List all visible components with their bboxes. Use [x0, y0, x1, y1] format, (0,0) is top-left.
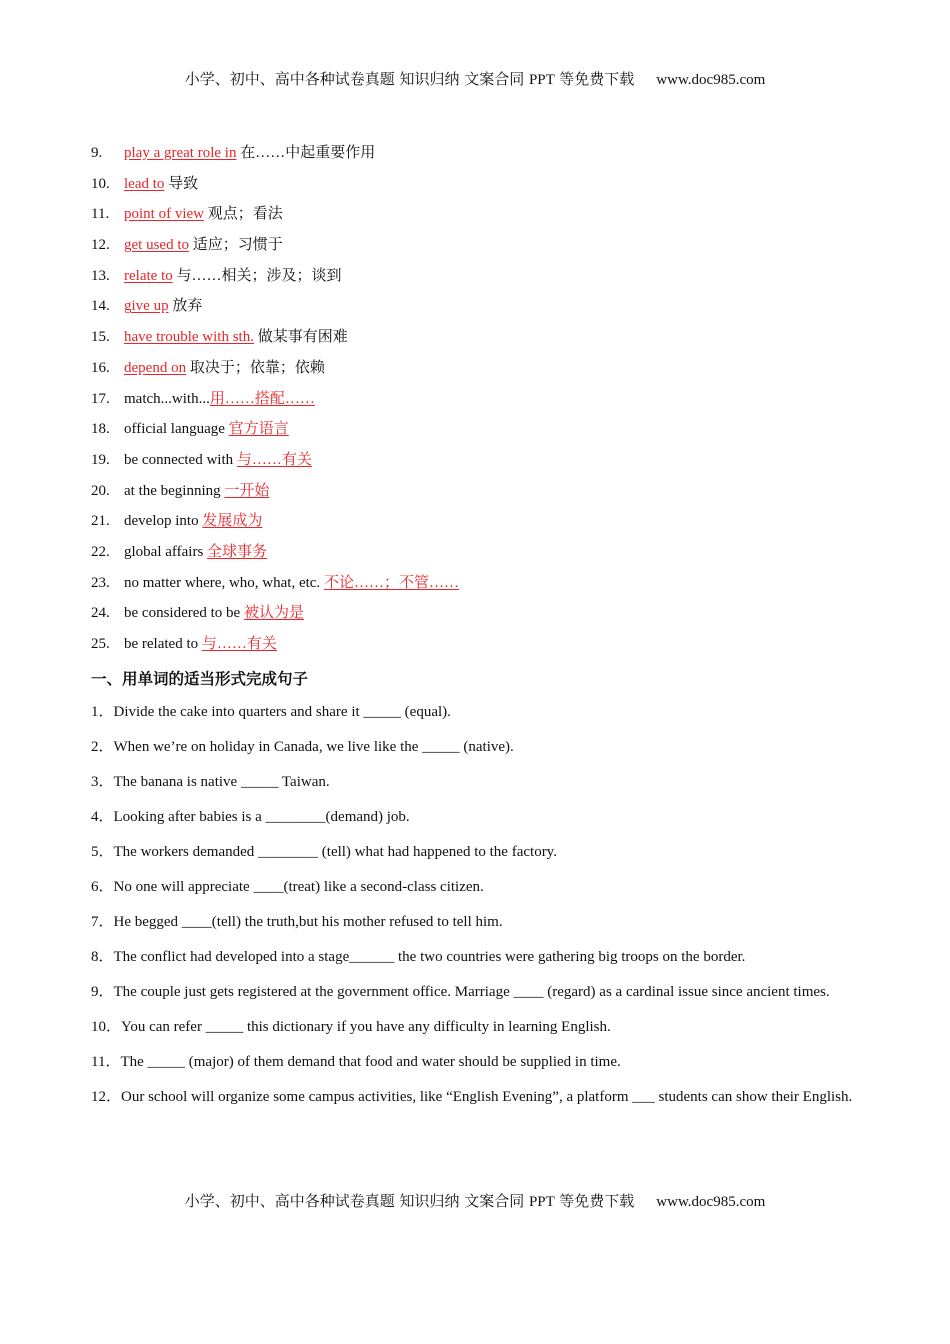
exercise-sentence: 9．The couple just gets registered at the government office. Marriage ____ (regard) as a cardinal issue since ancient times. [91, 984, 830, 1000]
english-phrase: be related to [124, 636, 199, 652]
vocab-item [91, 509, 459, 540]
chinese-meaning: 一开始 [224, 482, 270, 499]
item-number: 13. [91, 267, 110, 284]
item-number: 12. [91, 237, 110, 254]
chinese-meaning: 在……中起重要作用 [240, 145, 376, 161]
english-phrase: be considered to be [124, 605, 241, 622]
vocab-list [91, 141, 459, 663]
vocab-item [91, 632, 459, 663]
chinese-meaning: 观点；看法 [207, 206, 283, 223]
exercise-sentence: 3．The banana is native _____ Taiwan. [91, 774, 330, 790]
item-number: 14. [91, 298, 110, 315]
english-phrase: no matter where, who, what, etc. [124, 574, 321, 591]
chinese-meaning: 与……有关 [201, 636, 277, 652]
exercise-sentence: 1．Divide the cake into quarters and share it _____ (equal). [91, 704, 451, 720]
english-phrase: point of view [124, 206, 204, 223]
chinese-meaning: 与……相关；涉及；谈到 [176, 267, 342, 284]
exercise-sentence: 8．The conflict had developed into a stage______ the two countries were gathering big troops on the border. [91, 949, 746, 965]
english-phrase: get used to [124, 237, 189, 254]
english-phrase: have trouble with sth. [124, 329, 254, 346]
item-number: 23. [91, 574, 110, 591]
english-phrase: lead to [124, 175, 165, 192]
item-number: 19. [91, 451, 110, 468]
chinese-meaning: 取决于；依靠；依赖 [189, 359, 325, 376]
english-phrase: relate to [124, 267, 173, 284]
exercise-sentence: 7．He begged ____(tell) the truth,but his mother refused to tell him. [91, 914, 503, 930]
vocab-item [91, 141, 459, 172]
vocab-item [91, 417, 459, 448]
chinese-meaning: 与……有关 [236, 451, 312, 468]
vocab-item [91, 387, 459, 418]
vocab-item [91, 325, 459, 356]
english-phrase: be connected with [124, 451, 234, 468]
vocab-item [91, 540, 459, 571]
english-phrase: official language [124, 421, 225, 438]
page-header [0, 68, 950, 89]
item-number: 17. [91, 390, 110, 407]
english-phrase: give up [124, 298, 169, 315]
page-footer [0, 1190, 950, 1211]
chinese-meaning: 导致 [168, 175, 199, 192]
item-number: 21. [91, 513, 110, 530]
item-number: 20. [91, 482, 110, 499]
exercise-sentence: 11．The _____ (major) of them demand that food and water should be supplied in time. [91, 1054, 621, 1070]
item-number: 9. [91, 145, 103, 161]
item-number: 10. [91, 175, 110, 192]
vocab-item [91, 294, 459, 325]
chinese-meaning: 全球事务 [207, 543, 268, 560]
english-phrase: at the beginning [124, 482, 221, 499]
footer-text: 小学、初中、高中各种试卷真题 知识归纳 文案合同 PPT 等免费下载 [184, 1194, 635, 1210]
chinese-meaning: 官方语言 [228, 421, 289, 438]
chinese-meaning: 用……搭配…… [209, 390, 315, 407]
vocab-item [91, 233, 459, 264]
vocab-item [91, 172, 459, 203]
section-heading: 一、用单词的适当形式完成句子 [91, 671, 309, 688]
item-number: 24. [91, 605, 110, 622]
exercise-sentence: 10．You can refer _____ this dictionary if you have any difficulty in learning English. [91, 1019, 611, 1035]
item-number: 11. [91, 206, 110, 223]
item-number: 16. [91, 359, 110, 376]
chinese-meaning: 适应；习惯于 [192, 237, 283, 254]
vocab-item [91, 448, 459, 479]
item-number: 22. [91, 543, 110, 560]
vocab-item [91, 479, 459, 510]
chinese-meaning: 不论……；不管…… [323, 574, 459, 591]
header-text: 小学、初中、高中各种试卷真题 知识归纳 文案合同 PPT 等免费下载 [184, 72, 635, 88]
chinese-meaning: 发展成为 [202, 513, 263, 530]
english-phrase: play a great role in [124, 145, 237, 161]
english-phrase: global affairs [124, 543, 204, 560]
exercise-sentence: 2．When we’re on holiday in Canada, we live like the _____ (native). [91, 739, 514, 755]
exercise-sentence: 5．The workers demanded ________ (tell) what had happened to the factory. [91, 844, 557, 860]
header-url: www.doc985.com [656, 72, 766, 88]
item-number: 25. [91, 636, 110, 652]
exercise-sentence: 6．No one will appreciate ____(treat) like a second-class citizen. [91, 879, 484, 895]
exercise-list [91, 700, 861, 1120]
english-phrase: depend on [124, 359, 187, 376]
vocab-item [91, 264, 459, 295]
exercise-sentence: 4．Looking after babies is a ________(demand) job. [91, 809, 410, 825]
vocab-item [91, 601, 459, 632]
chinese-meaning: 被认为是 [243, 605, 304, 622]
english-phrase: match...with... [124, 390, 210, 407]
item-number: 18. [91, 421, 110, 438]
vocab-item [91, 202, 459, 233]
item-number: 15. [91, 329, 110, 346]
english-phrase: develop into [124, 513, 199, 530]
exercise-sentence: 12．Our school will organize some campus activities, like “English Evening”, a platform ___ students can show their English. [91, 1089, 853, 1105]
chinese-meaning: 做某事有困难 [257, 329, 348, 346]
footer-url: www.doc985.com [656, 1194, 766, 1210]
vocab-item [91, 571, 459, 602]
chinese-meaning: 放弃 [172, 298, 203, 315]
vocab-item [91, 356, 459, 387]
